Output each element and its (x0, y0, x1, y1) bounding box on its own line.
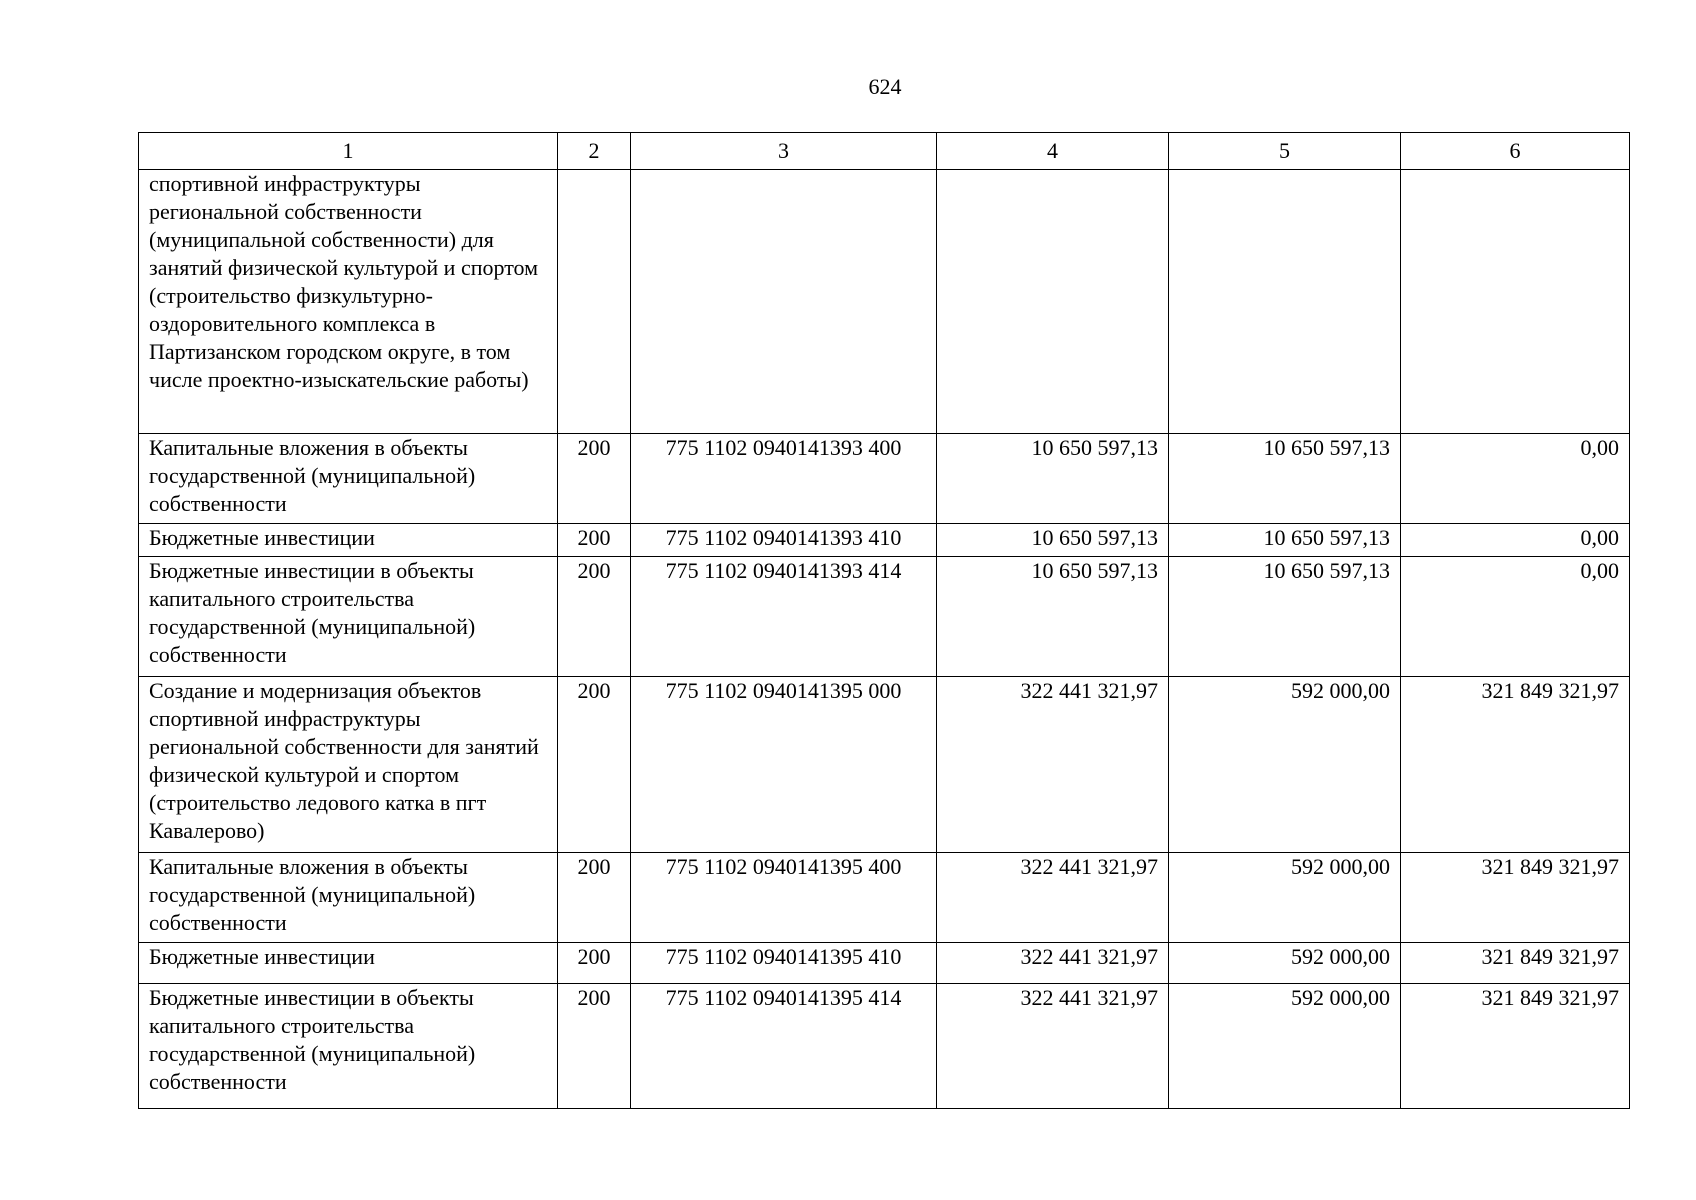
row-classification: 775 1102 0940141393 414 (631, 557, 937, 677)
row-col5 (1169, 170, 1401, 434)
row-name: Бюджетные инвестиции (139, 943, 558, 984)
row-classification: 775 1102 0940141395 410 (631, 943, 937, 984)
table-row (139, 943, 1630, 984)
row-classification (631, 170, 937, 434)
header-row (139, 133, 1630, 170)
header-col-2: 2 (558, 133, 631, 170)
row-code: 200 (558, 984, 631, 1109)
row-col6: 0,00 (1401, 524, 1630, 557)
row-col6: 321 849 321,97 (1401, 943, 1630, 984)
row-col4: 322 441 321,97 (937, 677, 1169, 853)
row-name: Бюджетные инвестиции в объекты капитального строительства государственной (муниципальной) собственности (139, 984, 558, 1109)
table-row (139, 434, 1630, 524)
header-col-3: 3 (631, 133, 937, 170)
row-col5: 10 650 597,13 (1169, 524, 1401, 557)
table-row (139, 557, 1630, 677)
page-number: 624 (868, 74, 902, 99)
table-row (139, 170, 1630, 434)
row-name: Капитальные вложения в объекты государственной (муниципальной) собственности (139, 853, 558, 943)
row-col6: 0,00 (1401, 434, 1630, 524)
table-body (139, 170, 1630, 1109)
row-col5: 10 650 597,13 (1169, 434, 1401, 524)
row-col5: 592 000,00 (1169, 984, 1401, 1109)
row-col5: 592 000,00 (1169, 677, 1401, 853)
row-code: 200 (558, 677, 631, 853)
row-name: Бюджетные инвестиции в объекты капитального строительства государственной (муниципальной) собственности (139, 557, 558, 677)
row-code: 200 (558, 943, 631, 984)
row-code: 200 (558, 853, 631, 943)
row-name: Создание и модернизация объектов спортивной инфраструктуры региональной собственности для занятий физической культурой и спортом (строительство ледового катка в пгт Кавалерово) (139, 677, 558, 853)
row-code: 200 (558, 434, 631, 524)
budget-table (138, 132, 1630, 1109)
row-col4: 322 441 321,97 (937, 943, 1169, 984)
table-row (139, 677, 1630, 853)
row-classification: 775 1102 0940141395 414 (631, 984, 937, 1109)
row-col5: 592 000,00 (1169, 853, 1401, 943)
table-row (139, 524, 1630, 557)
row-code: 200 (558, 557, 631, 677)
row-col4: 322 441 321,97 (937, 984, 1169, 1109)
row-classification: 775 1102 0940141395 400 (631, 853, 937, 943)
row-classification: 775 1102 0940141393 410 (631, 524, 937, 557)
header-col-5: 5 (1169, 133, 1401, 170)
row-col6: 321 849 321,97 (1401, 853, 1630, 943)
row-col6 (1401, 170, 1630, 434)
row-col6: 321 849 321,97 (1401, 984, 1630, 1109)
row-code (558, 170, 631, 434)
row-code: 200 (558, 524, 631, 557)
row-classification: 775 1102 0940141393 400 (631, 434, 937, 524)
row-name: спортивной инфраструктуры региональной собственности (муниципальной собственности) для занятий физической культурой и спортом (строительство физкультурно-оздоровительного комплекса в Партизанском городском округе, в том числе проектно-изыскательские работы) (139, 170, 558, 434)
row-name: Бюджетные инвестиции (139, 524, 558, 557)
row-col4: 10 650 597,13 (937, 524, 1169, 557)
row-classification: 775 1102 0940141395 000 (631, 677, 937, 853)
row-col5: 592 000,00 (1169, 943, 1401, 984)
row-col4: 10 650 597,13 (937, 434, 1169, 524)
table-header (139, 133, 1630, 170)
table-row (139, 984, 1630, 1109)
header-col-4: 4 (937, 133, 1169, 170)
table-row (139, 853, 1630, 943)
row-col5: 10 650 597,13 (1169, 557, 1401, 677)
row-col4 (937, 170, 1169, 434)
row-col6: 321 849 321,97 (1401, 677, 1630, 853)
row-col4: 10 650 597,13 (937, 557, 1169, 677)
row-col4: 322 441 321,97 (937, 853, 1169, 943)
row-col6: 0,00 (1401, 557, 1630, 677)
row-name: Капитальные вложения в объекты государственной (муниципальной) собственности (139, 434, 558, 524)
header-col-6: 6 (1401, 133, 1630, 170)
header-col-1: 1 (139, 133, 558, 170)
